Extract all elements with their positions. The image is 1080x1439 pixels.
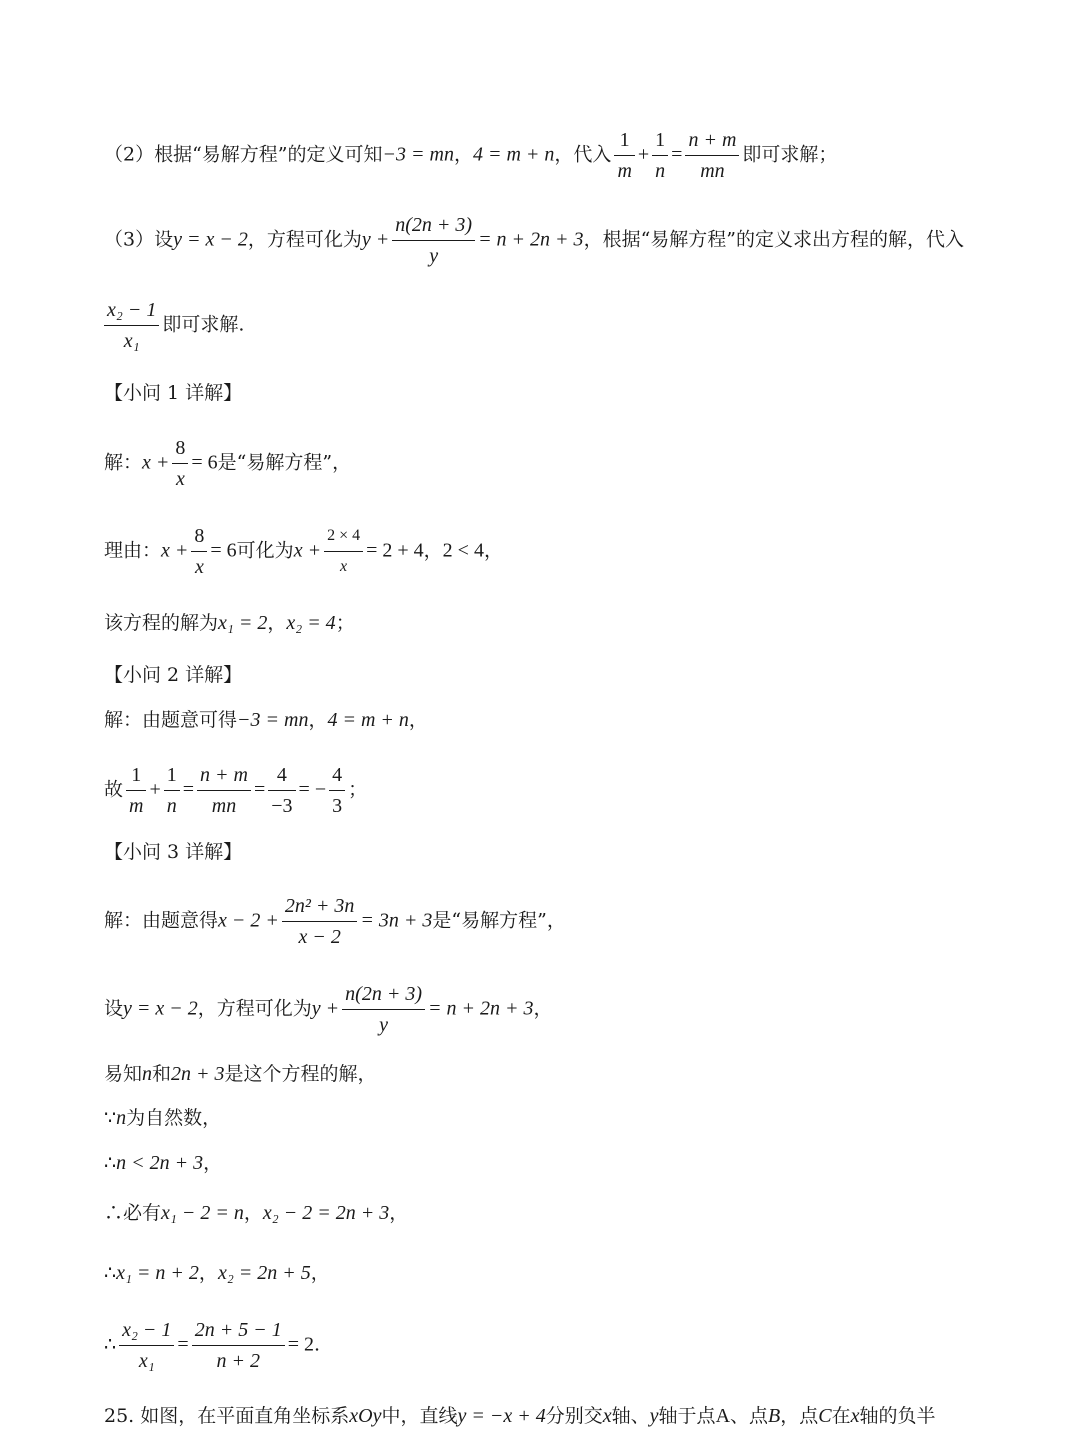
text: （3）设 [104, 228, 174, 251]
denominator: x [175, 468, 185, 490]
equation: = 6 [210, 539, 237, 562]
fraction [282, 894, 358, 949]
equation: x + [161, 539, 189, 562]
fraction [191, 524, 207, 579]
fraction [392, 213, 475, 268]
text: 轴的负半 [859, 1405, 936, 1427]
point-label: B [768, 1405, 781, 1427]
fraction [164, 763, 180, 818]
denominator: m [129, 795, 144, 817]
text: 设 [104, 997, 124, 1020]
line-known-roots [104, 1064, 377, 1084]
text: ，点 [780, 1405, 819, 1427]
section-heading-1: 【小问 1 详解】 [104, 382, 243, 404]
fraction [104, 298, 159, 353]
line-therefore-final [104, 1318, 320, 1373]
numerator: n + m [197, 763, 251, 791]
text: . [313, 1333, 321, 1356]
equation: x₂ − 2 = 2n + 3 [262, 1202, 390, 1224]
text: 解： [104, 451, 143, 474]
operator: = [253, 778, 266, 801]
line-solution-1 [104, 436, 351, 491]
text: 易知 [104, 1063, 143, 1085]
text: ， [483, 539, 503, 562]
text: ，代入 [554, 143, 612, 166]
equation: y + [311, 997, 340, 1020]
equation: n < 2n + 3 [116, 1152, 204, 1174]
text: ， [389, 1202, 409, 1224]
denominator: x [194, 556, 204, 578]
line-part2-hint [104, 128, 837, 183]
numerator: 1 [614, 128, 634, 156]
line-because [104, 1108, 221, 1128]
text: 25. 如图，在平面直角坐标系 [104, 1405, 350, 1427]
equation: = 2 + 4 [366, 539, 424, 562]
text: ， [203, 1152, 223, 1174]
numerator: x₂ − 1 [119, 1318, 174, 1346]
denominator: n + 2 [216, 1350, 260, 1372]
text: ； [348, 778, 368, 801]
variable: y [649, 1405, 659, 1427]
equation: y = x − 2 [173, 228, 248, 251]
equation: 4 = m + n [472, 143, 555, 166]
text: 和 [152, 1063, 172, 1085]
text: 解：由题意得 [104, 909, 219, 932]
section-heading-2: 【小问 2 详解】 [104, 664, 243, 686]
denominator: −3 [271, 795, 293, 817]
text: 即可求解. [162, 313, 245, 336]
denominator: n [655, 160, 666, 182]
variable: x [602, 1405, 612, 1427]
text: ， [408, 709, 428, 731]
text: 故 [104, 778, 124, 801]
denominator: mn [700, 160, 725, 182]
numerator: 2 × 4 [324, 524, 363, 552]
point-label: A [715, 1405, 731, 1427]
equation: = 6 [191, 451, 218, 474]
numerator: n(2n + 3) [342, 982, 425, 1010]
operator: + [637, 143, 650, 166]
line-therefore-2 [104, 1203, 408, 1223]
numerator: x₂ − 1 [104, 298, 159, 326]
denominator: m [617, 160, 632, 182]
fraction [119, 1318, 174, 1373]
section-heading-3: 【小问 3 详解】 [104, 841, 243, 863]
therefore-symbol: ∴ [104, 1152, 117, 1174]
line-question-25 [104, 1406, 936, 1426]
fraction [329, 763, 345, 818]
text: 、点 [730, 1405, 769, 1427]
therefore-symbol: ∴ [104, 1202, 124, 1224]
equation: = n + 2n + 3 [478, 228, 584, 251]
fraction [126, 763, 146, 818]
denominator: x − 2 [298, 926, 341, 948]
fraction [685, 128, 739, 183]
text: ， [267, 612, 287, 634]
text: ， [453, 143, 473, 166]
numerator: 1 [164, 763, 180, 791]
fraction [614, 128, 634, 183]
operator: = − [298, 778, 327, 801]
text: 在 [831, 1405, 851, 1427]
equation: x₁ − 2 = n [161, 1202, 244, 1224]
numerator: 2n² + 3n [282, 894, 358, 922]
equation: y = −x + 4 [457, 1405, 546, 1427]
text: ，方程可化为 [197, 997, 312, 1020]
text: 必有 [123, 1202, 162, 1224]
equation: x₁ = 2 [218, 612, 268, 634]
line-solution-2 [104, 710, 428, 730]
fraction [268, 763, 295, 818]
fraction [342, 982, 425, 1037]
num-n: n [395, 214, 406, 236]
equation: = 2 [287, 1333, 314, 1356]
numerator: 2n + 5 − 1 [192, 1318, 285, 1346]
text: ， [423, 539, 443, 562]
variable: x [850, 1405, 860, 1427]
text: 是“易解方程”， [217, 451, 352, 474]
line-roots-1 [104, 613, 355, 633]
numerator: n + m [685, 128, 739, 156]
equation: = 3n + 3 [360, 909, 433, 932]
fraction [192, 1318, 285, 1373]
numerator: 4 [329, 763, 345, 791]
denominator: x₁ [123, 330, 140, 352]
line-reason-1 [104, 524, 503, 579]
text: 为自然数， [126, 1107, 222, 1129]
text: ， [243, 1202, 263, 1224]
variable: n [116, 1107, 127, 1129]
equation: y + [361, 228, 390, 251]
equation: x + [293, 539, 322, 562]
operator: = [177, 1333, 189, 1356]
text: ， [198, 1262, 218, 1284]
text: 轴、 [611, 1405, 650, 1427]
equation: x₁ = n + 2 [116, 1262, 199, 1284]
numerator: 8 [191, 524, 207, 552]
fraction [652, 128, 668, 183]
text: ， [533, 997, 553, 1020]
text: 该方程的解为 [104, 612, 219, 634]
variable: n [142, 1063, 153, 1085]
text: ，方程可化为 [247, 228, 362, 251]
equation: x + [142, 451, 170, 474]
text: 即可求解； [742, 143, 838, 166]
denominator: n [166, 795, 177, 817]
fraction [172, 436, 188, 491]
denominator: 3 [332, 795, 343, 817]
equation: 2 < 4 [442, 539, 484, 562]
line-part3-hint [104, 213, 964, 268]
point-label: C [818, 1405, 832, 1427]
numerator: 1 [126, 763, 146, 791]
text: ； [335, 612, 355, 634]
line-result-2 [104, 763, 367, 818]
denominator: mn [211, 795, 237, 817]
num-paren: (2n + 3) [405, 214, 473, 236]
equation: y = x − 2 [123, 997, 198, 1020]
numerator: 8 [172, 436, 188, 464]
variable: xOy [349, 1405, 382, 1427]
text: 解：由题意可得 [104, 709, 238, 731]
text: 分别交 [545, 1405, 603, 1427]
line-part3-hint-cont [104, 298, 244, 353]
denominator: y [379, 1014, 389, 1036]
equation: 2n + 3 [171, 1063, 225, 1085]
therefore-symbol: ∴ [104, 1262, 117, 1284]
equation: x − 2 + [218, 909, 279, 932]
line-solution-3 [104, 894, 566, 949]
denominator: y [429, 245, 439, 267]
numerator: 1 [652, 128, 668, 156]
operator: = [671, 143, 683, 166]
operator: = [182, 778, 195, 801]
text: ， [308, 709, 328, 731]
equation: −3 = mn [237, 709, 309, 731]
equation: −3 = mn [382, 143, 454, 166]
text: 可化为 [236, 539, 294, 562]
text: 轴于点 [658, 1405, 716, 1427]
text: （2）根据“易解方程”的定义可知 [104, 143, 383, 166]
text: ，根据“易解方程”的定义求出方程的解，代入 [583, 228, 964, 251]
text: 是“易解方程”， [432, 909, 566, 932]
text: 是这个方程的解， [224, 1063, 377, 1085]
therefore-symbol: ∴ [104, 1333, 117, 1356]
line-therefore-3 [104, 1263, 330, 1283]
text: 理由： [104, 539, 162, 562]
denominator: x [340, 558, 348, 575]
text: ， [310, 1262, 330, 1284]
text: 中，直线 [381, 1405, 458, 1427]
fraction [197, 763, 251, 818]
equation: x₂ = 2n + 5 [217, 1262, 311, 1284]
fraction [324, 524, 363, 579]
denominator: x₁ [138, 1350, 155, 1372]
equation: x₂ = 4 [286, 612, 336, 634]
line-substitution-3 [104, 982, 553, 1037]
equation: 4 = m + n [327, 709, 409, 731]
operator: + [149, 778, 161, 801]
line-therefore-1 [104, 1153, 222, 1173]
because-symbol: ∵ [104, 1107, 117, 1129]
numerator [392, 213, 475, 241]
numerator: 4 [268, 763, 295, 791]
equation: = n + 2n + 3 [427, 997, 534, 1020]
